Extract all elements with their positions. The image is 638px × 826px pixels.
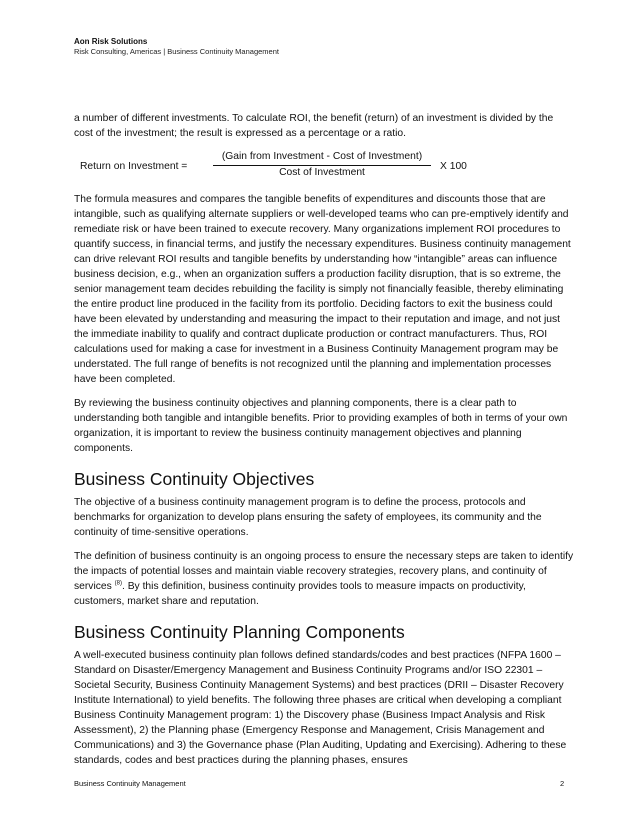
definition-text-continued: . By this definition, business continuity provides tools to measure impacts on productivity, customers, market share and reputation. (74, 581, 526, 607)
objectives-heading: Business Continuity Objectives (74, 469, 315, 489)
footer-title: Business Continuity Management (74, 779, 186, 788)
intro-paragraph: a number of different investments. To calculate ROI, the benefit (return) of an investment is divided by the cost of the investment; the result is expressed as a percentage or a ratio. (74, 113, 554, 139)
company-name: Aon Risk Solutions (74, 37, 148, 46)
formula-label: Return on Investment = (80, 161, 188, 172)
objectives-paragraph-2 (74, 549, 574, 609)
citation-reference: (8) (114, 580, 122, 587)
roi-formula (74, 150, 574, 182)
division-name: Risk Consulting, Americas | Business Continuity Management (74, 47, 279, 56)
body-content (74, 111, 574, 777)
planning-paragraph: A well-executed business continuity plan follows defined standards/codes and best practices (NFPA 1600 – Standard on Disaster/Emergency Management and Business Continuity Programs and/or ISO 22301 – Societal Security, Business Continuity Management Systems) and best practices (DRII – Disaster Recovery Institute International) to yield benefits. The following three phases are critical when developing a compliant Business Continuity Management program: 1) the Discovery phase (Business Impact Analysis and Risk Assessment), 2) the Planning phase (Emergency Response and Management, Crisis Management and Communications) and 3) the Governance phase (Plan Auditing, Updating and Exercising). Adhering to these standards, codes and best practices during the planning phases, ensures (74, 650, 567, 766)
planning-heading: Business Continuity Planning Components (74, 622, 405, 642)
page-header (74, 37, 279, 57)
objectives-paragraph-1: The objective of a business continuity management program is to define the process, protocols and benchmarks for organization to develop plans ensuring the safety of employees, its community and the continuity of time-sensitive operations. (74, 497, 542, 538)
formula-multiplier: X 100 (440, 161, 467, 172)
review-paragraph: By reviewing the business continuity objectives and planning components, there is a clear path to understanding both tangible and intangible benefits. Prior to providing examples of both in terms of your own organization, it is important to review the business continuity management objectives and planning components. (74, 398, 568, 454)
page-number: 2 (560, 779, 565, 788)
formula-fraction (213, 150, 431, 179)
formula-numerator: (Gain from Investment - Cost of Investment) (213, 150, 431, 166)
formula-denominator: Cost of Investment (279, 167, 365, 178)
definition-text: The definition of business continuity is an ongoing process to ensure the necessary steps are taken to identify the impacts of potential losses and maintain viable recovery strategies, recovery plans, and continuity of services (74, 551, 574, 592)
roi-explanation-paragraph: The formula measures and compares the tangible benefits of expenditures and discounts those that are intangible, such as qualifying alternate suppliers or well-developed teams who can pre-emptively identify and remediate risk or have been trained to execute recovery. Many organizations implement ROI procedures to quantify success, in financial terms, and justify the necessary expenditures. Business continuity management can drive relevant ROI results and tangible benefits by understanding how “intangible” areas can influence business decision, e.g., when an organization suffers a production facility disruption, that is so extreme, the senior management team decides rebuilding the facility is simply not financially feasible, thereby eliminating the entire product line produced in the facility from its portfolio. Deciding factors to exit the business could have been elevated by understanding and measuring the impact to their reputation and image, and not just the immediate inability to qualify and contract duplicate production or contract manufacturers. Thus, ROI calculations used for making a case for investment in a Business Continuity Management program may be understated. The full range of benefits is not recognized until the planning and implementation processes have been completed. (74, 194, 571, 385)
